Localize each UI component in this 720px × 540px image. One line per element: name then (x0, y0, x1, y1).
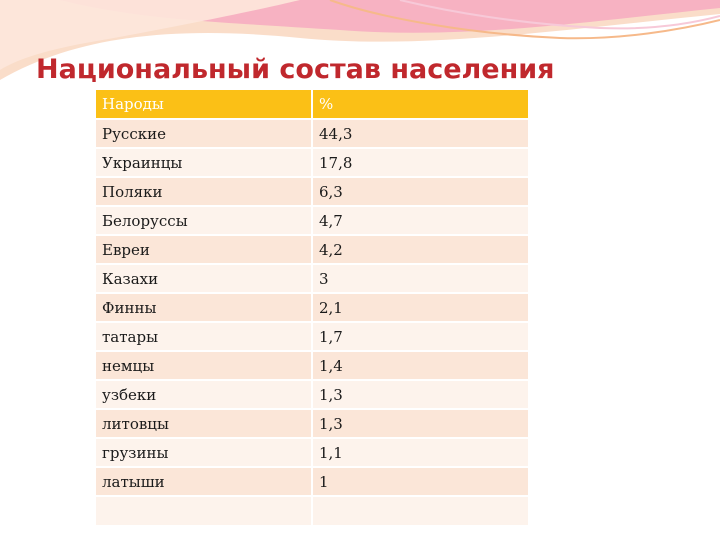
percent-cell: 3 (312, 264, 528, 293)
percent-cell: 44,3 (312, 119, 528, 148)
table-row-empty (96, 496, 528, 526)
table-row (96, 438, 528, 467)
nationality-cell: литовцы (96, 409, 312, 438)
percent-cell: 2,1 (312, 293, 528, 322)
nationality-cell: татары (96, 322, 312, 351)
percent-cell: 6,3 (312, 177, 528, 206)
population-table (96, 90, 528, 527)
percent-cell: 1,4 (312, 351, 528, 380)
percent-cell: 4,7 (312, 206, 528, 235)
nationality-cell: Поляки (96, 177, 312, 206)
table-row (96, 322, 528, 351)
nationality-cell: Русские (96, 119, 312, 148)
table-row (96, 409, 528, 438)
nationality-cell: Белоруссы (96, 206, 312, 235)
header-percent: % (312, 90, 528, 119)
nationality-cell (96, 496, 312, 526)
percent-cell: 1,3 (312, 409, 528, 438)
nationality-cell: латыши (96, 467, 312, 496)
table-row (96, 467, 528, 496)
table-row (96, 177, 528, 206)
table-row (96, 206, 528, 235)
table-row (96, 235, 528, 264)
nationality-cell: грузины (96, 438, 312, 467)
table-row (96, 148, 528, 177)
percent-cell: 1 (312, 467, 528, 496)
nationality-cell: Украинцы (96, 148, 312, 177)
percent-cell: 1,3 (312, 380, 528, 409)
header-nationality: Народы (96, 90, 312, 119)
table-header-row (96, 90, 528, 119)
table-row (96, 293, 528, 322)
nationality-cell: Казахи (96, 264, 312, 293)
table-row (96, 351, 528, 380)
percent-cell: 1,1 (312, 438, 528, 467)
percent-cell: 4,2 (312, 235, 528, 264)
nationality-cell: немцы (96, 351, 312, 380)
percent-cell: 17,8 (312, 148, 528, 177)
table-row (96, 380, 528, 409)
nationality-cell: Евреи (96, 235, 312, 264)
percent-cell (312, 496, 528, 526)
nationality-cell: Финны (96, 293, 312, 322)
nationality-cell: узбеки (96, 380, 312, 409)
table-row (96, 264, 528, 293)
table-row (96, 119, 528, 148)
percent-cell: 1,7 (312, 322, 528, 351)
page-title: Национальный состав населения (36, 54, 555, 85)
